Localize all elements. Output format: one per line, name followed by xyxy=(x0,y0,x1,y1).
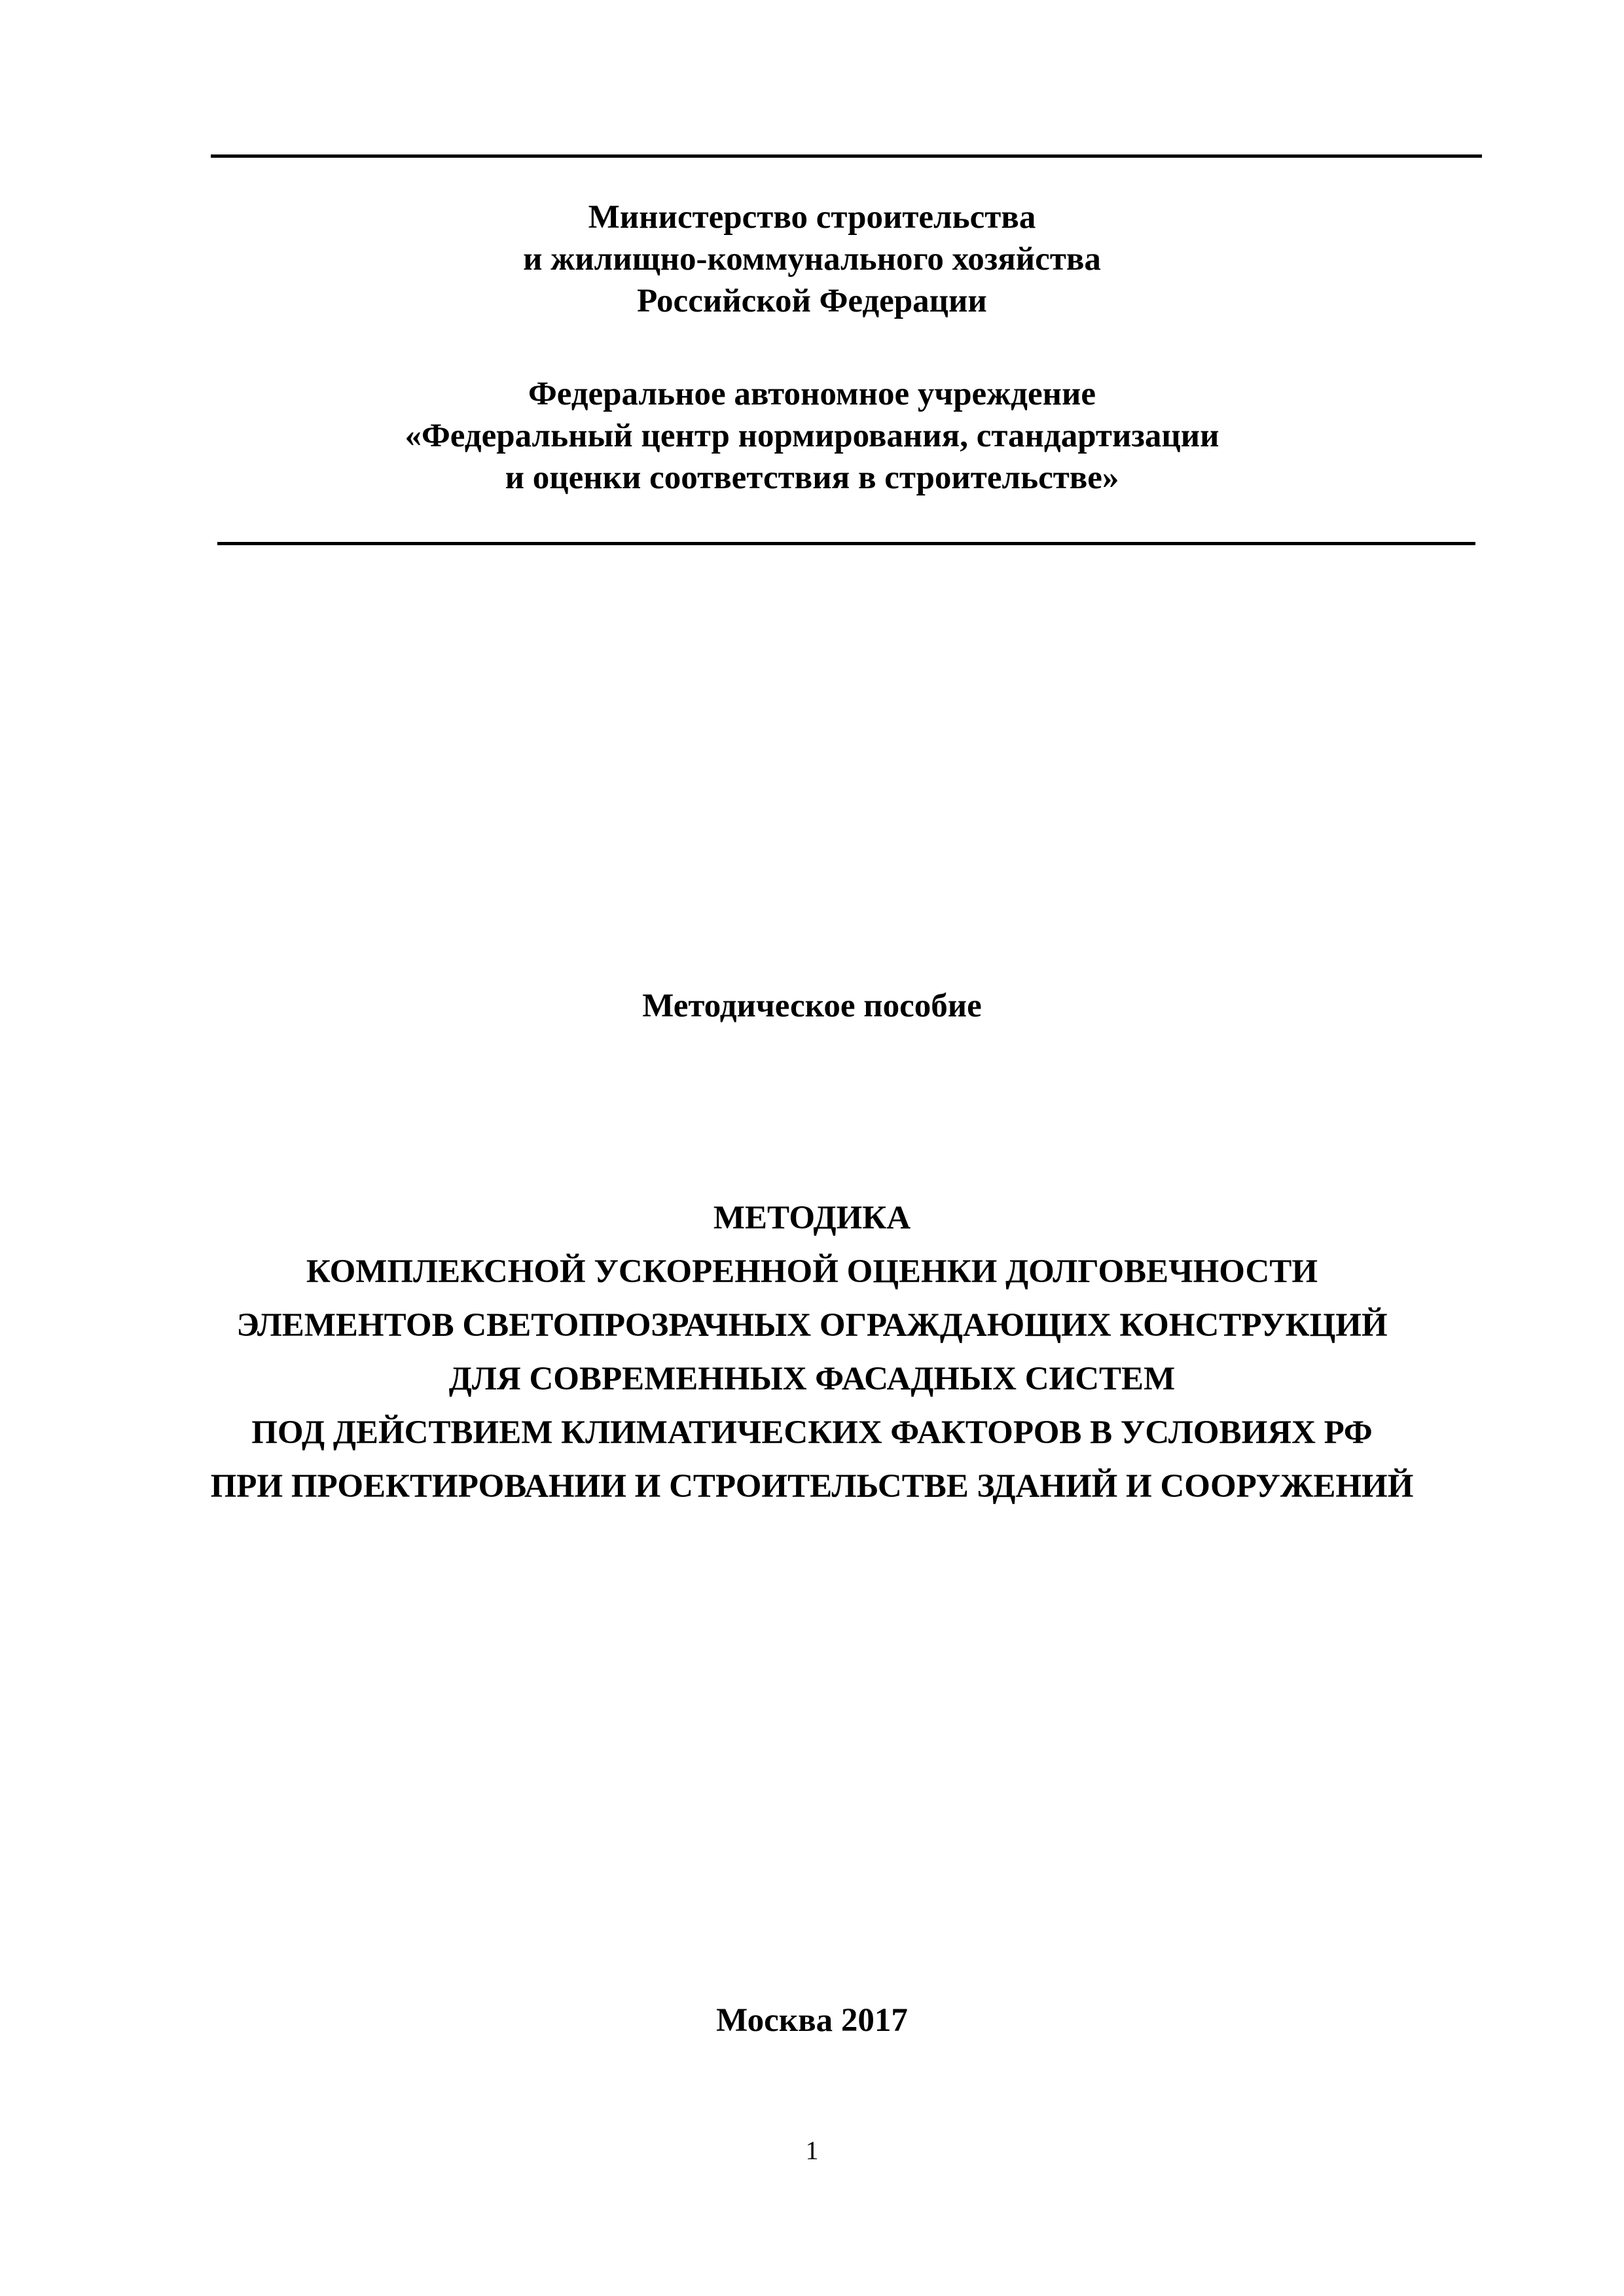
header-top-rule xyxy=(211,154,1482,158)
institution-line-3: и оценки соответствия в строительстве» xyxy=(505,459,1119,496)
title-line-6: ПРИ ПРОЕКТИРОВАНИИ И СТРОИТЕЛЬСТВЕ ЗДАНИЙ И СООРУЖЕНИЙ xyxy=(210,1468,1414,1505)
title-line-5: ПОД ДЕЙСТВИЕМ КЛИМАТИЧЕСКИХ ФАКТОРОВ В УСЛОВИЯХ РФ xyxy=(251,1414,1373,1451)
ministry-line-2: и жилищно-коммунального хозяйства xyxy=(523,241,1101,278)
header-bottom-rule xyxy=(217,542,1475,545)
ministry-line-3: Российской Федерации xyxy=(637,283,987,319)
document-title xyxy=(0,1191,1624,1513)
institution-line-1: Федеральное автономное учреждение xyxy=(528,376,1096,412)
title-line-2: КОМПЛЕКСНОЙ УСКОРЕННОЙ ОЦЕНКИ ДОЛГОВЕЧНОСТИ xyxy=(306,1253,1318,1290)
institution-line-2: «Федеральный центр нормирования, стандартизации xyxy=(405,418,1219,454)
ministry-line-1: Министерство строительства xyxy=(588,199,1036,236)
title-line-1: МЕТОДИКА xyxy=(713,1200,911,1236)
place-and-year xyxy=(0,2000,1624,2041)
page-number: 1 xyxy=(805,2136,819,2165)
ministry-heading xyxy=(0,196,1624,322)
institution-heading xyxy=(0,373,1624,499)
document-type-label: Методическое пособие xyxy=(642,988,982,1024)
title-line-3: ЭЛЕМЕНТОВ СВЕТОПРОЗРАЧНЫХ ОГРАЖДАЮЩИХ КОНСТРУКЦИЙ xyxy=(236,1307,1388,1344)
place-year-label: Москва 2017 xyxy=(716,2002,908,2039)
title-line-4: ДЛЯ СОВРЕМЕННЫХ ФАСАДНЫХ СИСТЕМ xyxy=(448,1361,1176,1397)
document-type xyxy=(0,985,1624,1027)
